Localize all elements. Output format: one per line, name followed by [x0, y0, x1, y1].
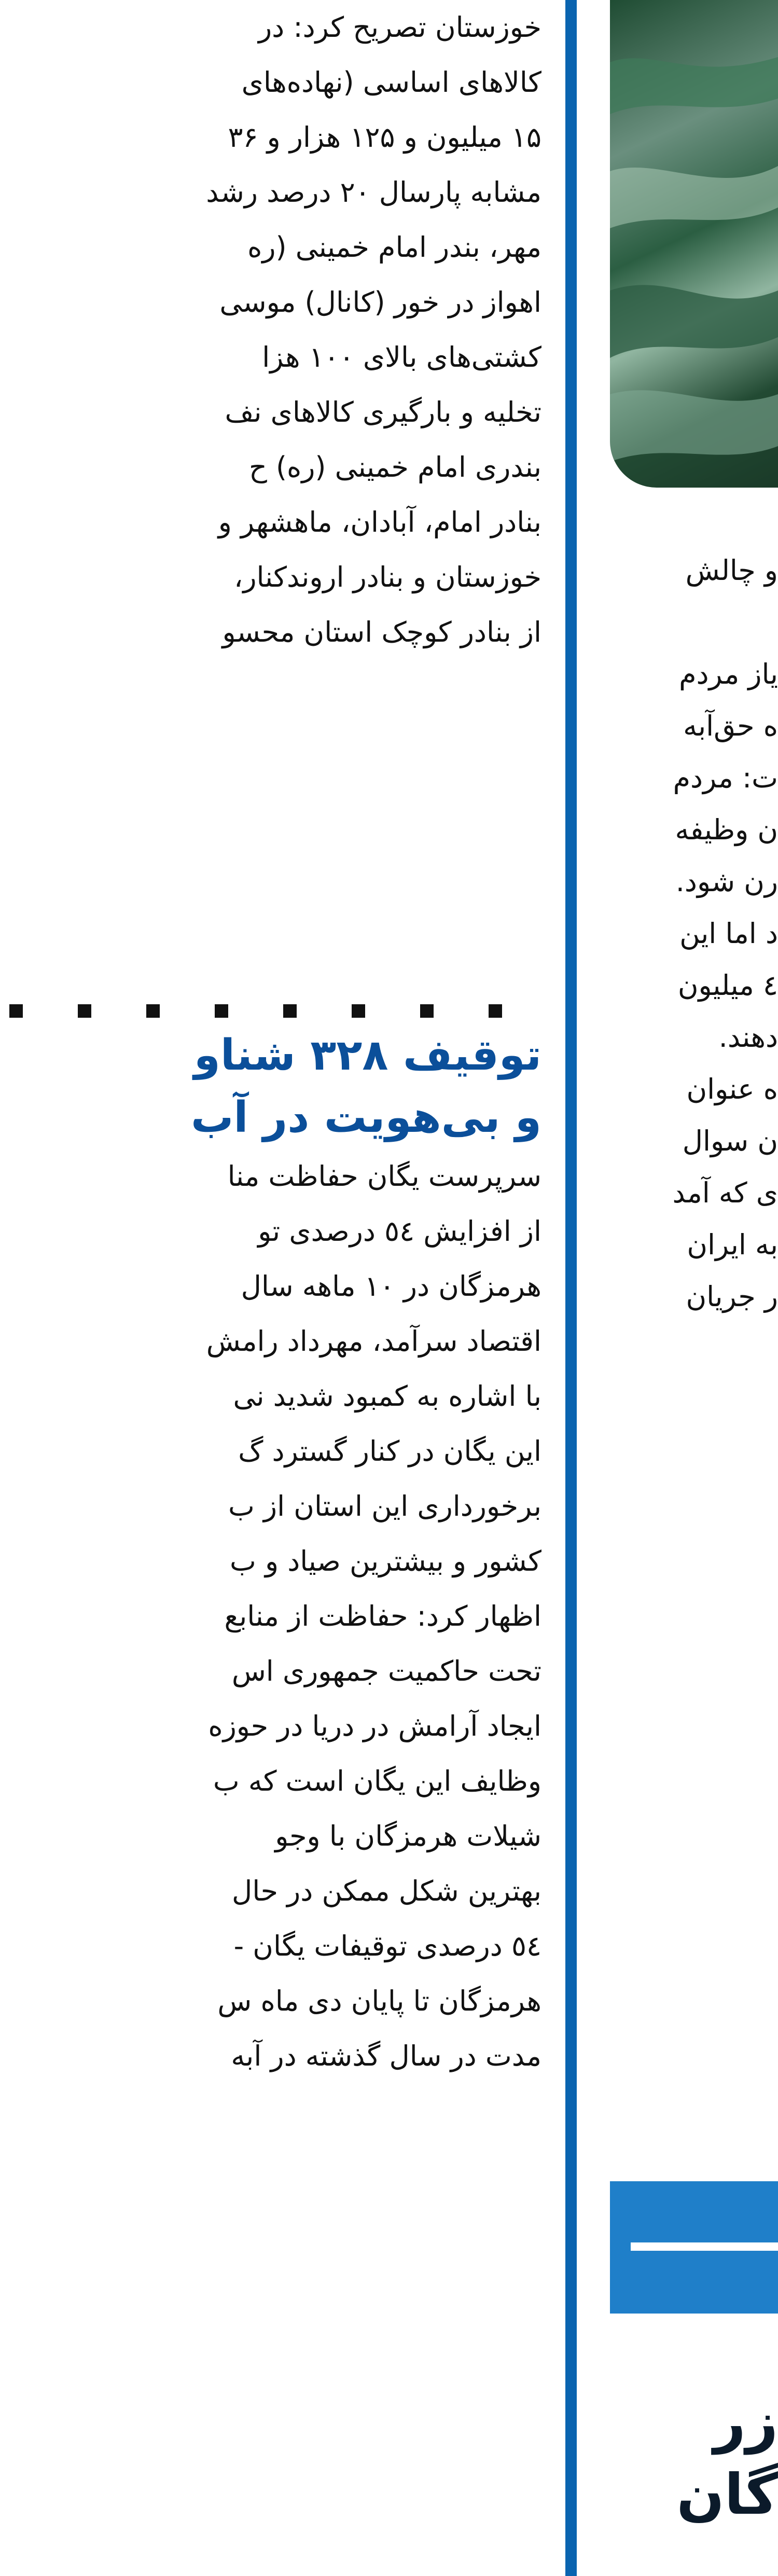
text-line [585, 597, 778, 648]
text-line: خوزستان و بنادر اروندکنار، [234, 561, 541, 593]
text-line: ایجاد آرامش در دریا در حوزه [208, 1710, 541, 1742]
photo-image [610, 0, 778, 488]
text-line: ه حق‌آبه [683, 710, 778, 742]
text-line: هرمزگان تا پایان دی ماه س [217, 1985, 541, 2017]
text-line: این یگان در کنار گسترد گ [238, 1435, 541, 1467]
text-line: اقتصاد سرآمد، مهرداد رامش [206, 1325, 541, 1358]
separator-dot [78, 1004, 91, 1018]
text-line: دهند. [718, 1021, 778, 1054]
text-line: ن سوال [682, 1125, 778, 1157]
text-line: د اما این [679, 917, 778, 950]
text-line: بنادر امام، آبادان، ماهشهر و [218, 506, 541, 538]
text-line: ت: مردم [673, 761, 778, 794]
column-divider [565, 0, 577, 2576]
text-line: برخورداری این استان از ب [228, 1490, 541, 1522]
text-line: ر جریان [686, 1280, 778, 1313]
section-separator [0, 1000, 539, 1021]
section-title [577, 2386, 778, 2531]
text-line: با اشاره به کمبود شدید نی [233, 1380, 541, 1412]
text-line: مدت در سال گذشته در آبه [231, 2040, 541, 2072]
separator-dot [9, 1004, 23, 1018]
text-line: سرپرست یگان حفاظت منا [227, 1160, 541, 1193]
text-line: به ایران [687, 1228, 778, 1261]
text-line: از افزایش ٥٤ درصدی تو [258, 1215, 541, 1248]
text-line: اهواز در خور (کانال) موسی [219, 286, 541, 318]
text-line: یاز مردم [679, 658, 778, 690]
text-line: خوزستان تصریح کرد: در [258, 11, 541, 44]
text-line: بهترین شکل ممکن در حال [231, 1875, 541, 1907]
text-line: رن شود. [675, 865, 778, 898]
text-line: کالاهای اساسی (نهاده‌های [241, 66, 541, 99]
text-line: وظایف این یگان است که ب [213, 1765, 541, 1797]
text-line: و چالش [685, 554, 778, 587]
text-line: بندری امام خمینی (ره) ح [248, 451, 541, 483]
text-line: اظهار کرد: حفاظت از منابع [224, 1600, 541, 1632]
text-line: ۱۵ میلیون و ۱۲۵ هزار و ۳۶ [228, 121, 541, 154]
section-banner [610, 2181, 778, 2314]
text-line: مهر، بندر امام خمینی (ره [247, 231, 541, 264]
separator-dot [420, 1004, 434, 1018]
text-line: تحت حاکمیت جمهوری اس [231, 1655, 541, 1687]
text-line: ٤ میلیون [677, 969, 778, 1002]
headline-line: و بی‌هویت در آب [190, 1093, 541, 1142]
text-line: مشابه پارسال ۲۰ درصد رشد [206, 176, 541, 209]
banner-bar [631, 2242, 778, 2251]
text-line: شیلات هرمزگان با وجو [275, 1820, 541, 1852]
text-line: هرمزگان در ۱۰ ماهه سال [241, 1270, 541, 1303]
article-headline [2, 1024, 541, 1149]
text-line: ه عنوان [686, 1073, 778, 1105]
separator-dot [283, 1004, 297, 1018]
section-title-line: زر [713, 2390, 778, 2455]
right-column [577, 0, 778, 2576]
article-photo [610, 0, 778, 488]
text-line: از بنادر کوچک استان محسو [222, 616, 541, 648]
text-line: کشور و بیشترین صیاد و ب [229, 1545, 541, 1577]
text-line: ن وظیفه [675, 813, 778, 846]
text-line: تخلیه و بارگیری کالاهای نف [225, 396, 541, 428]
section-title-line: گان [676, 2462, 778, 2527]
headline-line: توقیف ۳۲۸ شناو [193, 1031, 541, 1080]
text-line: کشتی‌های بالای ۱۰۰ هزا [262, 341, 541, 373]
text-line: ٥٤ درصدی توقیفات یگان - [233, 1930, 541, 1962]
separator-dot [146, 1004, 160, 1018]
separator-dot [215, 1004, 228, 1018]
separator-dot [352, 1004, 365, 1018]
separator-dot [489, 1004, 502, 1018]
text-line: ی که آمد [672, 1176, 778, 1209]
